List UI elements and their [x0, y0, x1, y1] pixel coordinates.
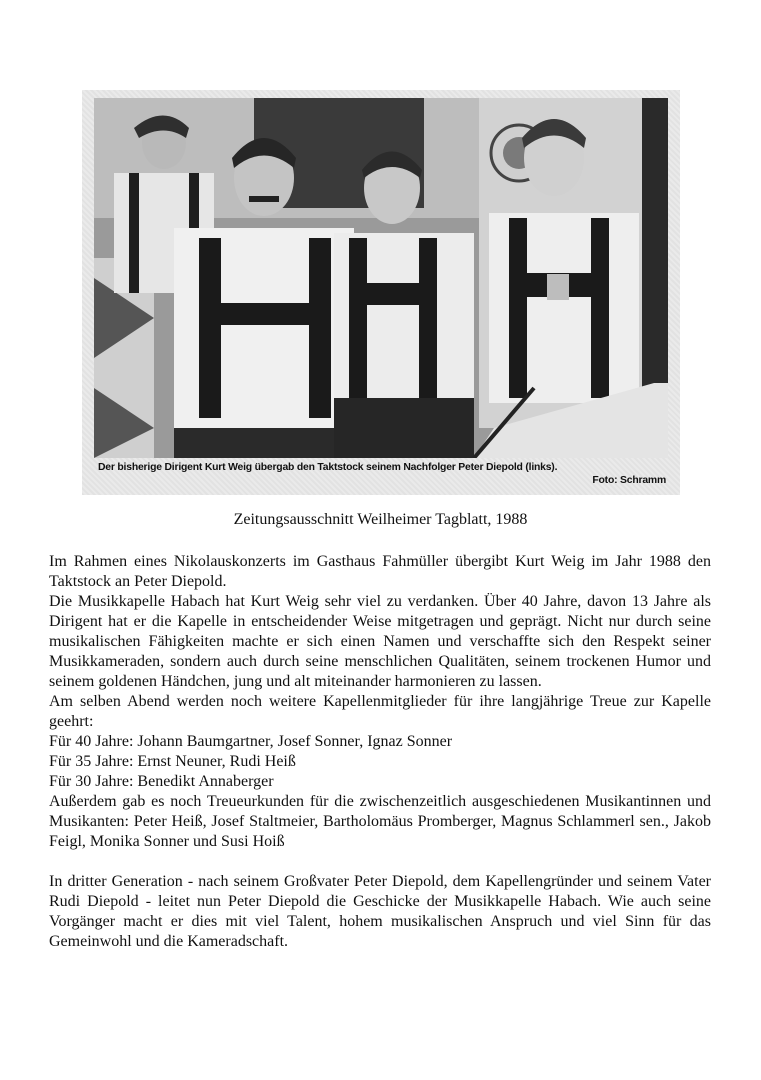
- photo-person2-suspender-left: [349, 238, 367, 403]
- photo-person3-suspender-right: [591, 218, 609, 398]
- honor-30-years: Für 30 Jahre: Benedikt Annaberger: [49, 773, 274, 790]
- photo-caption: Der bisherige Dirigent Kurt Weig übergab den Taktstock seinem Nachfolger Peter Diepold (links).: [98, 462, 558, 473]
- paragraph-intro: Im Rahmen eines Nikolauskonzerts im Gasthaus Fahmüller übergibt Kurt Weig im Jahr 1988 den Taktstock an Peter Diepold.: [49, 553, 711, 590]
- photo-person2-chest-strap: [349, 283, 437, 305]
- source-title: Zeitungsausschnitt Weilheimer Tagblatt, 1988: [233, 511, 528, 528]
- photo-person2-suspender-right: [419, 238, 437, 403]
- newspaper-clipping: [82, 90, 680, 495]
- photo-person3-suspender-left: [509, 218, 527, 398]
- paragraph-kurt-weig: Die Musikkapelle Habach hat Kurt Weig sehr viel zu verdanken. Über 40 Jahre, davon 13 Jahre als Dirigent hat er die Kapelle in entscheidender Weise mitgetragen und geprägt. Nicht nur durch seine musikalischen Fähigkeiten machte er sich einen Namen und verschaffte sich den Respekt seiner Musikkameraden, sondern auch durch seine menschlichen Qualitäten, seinem trockenen Humor und seinem goldenen Händchen, jung und alt miteinander harmonieren zu lassen.: [49, 593, 711, 690]
- paragraph-spacer: [49, 852, 711, 872]
- photo-right-edge: [642, 98, 668, 428]
- honor-35-years: Für 35 Jahre: Ernst Neuner, Rudi Heiß: [49, 753, 296, 770]
- article-body: [49, 552, 711, 952]
- photo-person1-suspender-left: [199, 238, 221, 418]
- paragraph-certificates: Außerdem gab es noch Treueurkunden für die zwischenzeitlich ausgeschiedenen Musikantinnen und Musikanten: Peter Heiß, Josef Staltmeier, Bartholomäus Promberger, Magnus Schlammerl sen., Jakob Feigl, Monika Sonner und Susi Hoiß: [49, 793, 711, 850]
- photo-illustration: [94, 98, 668, 458]
- newspaper-photo: [94, 98, 668, 458]
- photo-credit: Foto: Schramm: [592, 475, 666, 486]
- honor-40-years: Für 40 Jahre: Johann Baumgartner, Josef Sonner, Ignaz Sonner: [49, 733, 453, 750]
- paragraph-third-generation: In dritter Generation - nach seinem Großvater Peter Diepold, dem Kapellengründer und seinem Vater Rudi Diepold - leitet nun Peter Diepold die Geschicke der Musikkapelle Habach. Wie auch seine Vorgänger macht er dies mit viel Talent, hohem musikalischen Anspruch und viel Sinn für das Gemeinwohl und die Kameradschaft.: [49, 873, 711, 950]
- photo-person1-chest-strap: [199, 303, 331, 325]
- photo-person1-suspender-right: [309, 238, 331, 418]
- paragraph-honors-intro: Am selben Abend werden noch weitere Kapellenmitglieder für ihre langjährige Treue zur Kapelle geehrt:: [49, 693, 711, 730]
